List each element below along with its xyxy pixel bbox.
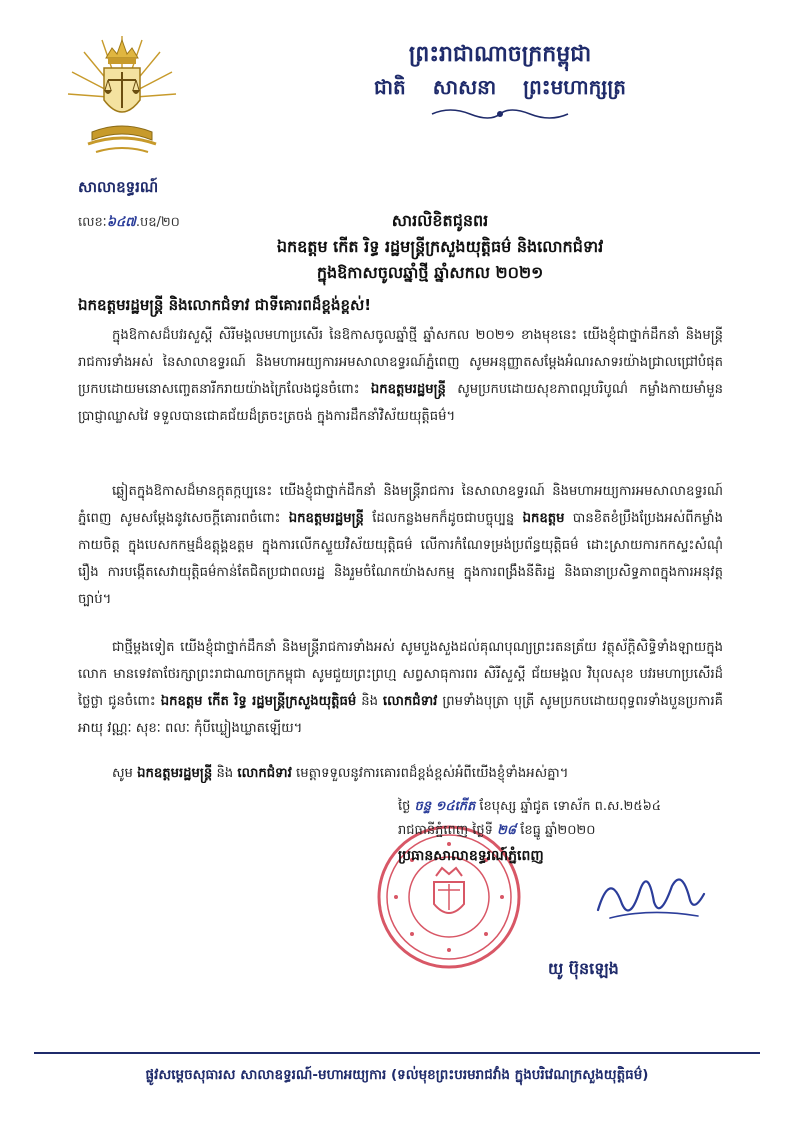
p2-bold-recipient: ឯកឧត្តមរដ្ឋមន្ត្រី	[288, 511, 364, 526]
p4-text-a: សូម	[112, 766, 133, 781]
p3-text-c: និង	[361, 694, 378, 709]
reference-number	[78, 214, 180, 233]
lunar-date-suffix: ខែបុស្ស ឆ្នាំជូត ទោស័ក ព.ស.២៥៦៤	[479, 799, 662, 814]
p1-text-a: ក្នុងឱកាសដ៏បវរសួស្តី សិរីមង្គលមហាប្រសើរ នៃឱកាសចូលឆ្នាំថ្មី ឆ្នាំសកល ២០២១ ខាងមុខនេះ យើងខ្ញុំជាថ្នាក់ដឹកនាំ និងមន្ត្រីរាជការទាំងអស់ នៃសាលាឧទ្ធរណ៍ និងមហាអយ្យការអមសាលាឧទ្ធរណ៍ភ្នំពេញ សូមអនុញ្ញាតសម្តែងអំណរសាទរយ៉ាងជ្រាលជ្រៅបំផុត ប្រកបដោយមនោសញ្ចេតនារីករាយយ៉ាងក្រៃលែងជូនចំពោះ	[78, 328, 723, 397]
letter-occasion: ក្នុងឱកាសចូលឆ្នាំថ្មី ឆ្នាំសកល ២០២១	[316, 263, 544, 282]
solar-date	[398, 822, 728, 841]
p4-text-c: និង	[216, 766, 234, 781]
body-paragraph-3	[78, 634, 723, 742]
closing-paragraph	[78, 760, 723, 787]
motto-nation: ជាតិ	[373, 75, 406, 99]
ref-number-handwritten: ៦៤៧	[106, 215, 136, 230]
p4-bold-recipient: ឯកឧត្តមរដ្ឋមន្ត្រី	[137, 766, 213, 781]
lunar-date	[398, 798, 728, 817]
divider-flourish-icon	[430, 104, 570, 124]
signer-name: យូ ប៊ុនឡេង	[548, 959, 619, 978]
handwritten-signature-icon	[590, 860, 710, 930]
p4-text-e: មេត្តាទទួលនូវការគោរពដ៏ខ្ពង់ខ្ពស់អំពីយើងខ្ញុំទាំងអស់គ្នា។	[296, 766, 569, 781]
royal-emblem-icon	[62, 28, 182, 168]
body-paragraph-2	[78, 478, 723, 613]
solar-date-prefix: រាជធានីភ្នំពេញ ថ្ងៃទី	[398, 823, 493, 838]
ref-label: លេខៈ	[78, 215, 107, 230]
p2-text-c: ដែលកន្លងមកក៏ដូចជាបច្ចុប្បន្ន	[372, 511, 515, 526]
p4-bold-lady: លោកជំទាវ	[237, 766, 292, 781]
p3-bold-minister: ឯកឧត្តម កើត រិទ្ធ រដ្ឋមន្ត្រីក្រសួងយុត្តិធម៌	[160, 694, 357, 709]
letter-subtitle: ឯកឧត្តម កើត រិទ្ធ រដ្ឋមន្ត្រីក្រសួងយុត្តិធម៌ និងលោកជំទាវ	[276, 237, 604, 256]
footer-divider	[34, 1052, 760, 1054]
salutation: ឯកឧត្តមរដ្ឋមន្ត្រី និងលោកជំទាវ ជាទីគោរពដ៏ខ្ពង់ខ្ពស់!	[78, 296, 372, 314]
p2-text-a: ឆ្លៀតក្នុងឱកាសដ៏មានក្តុតក្កប្បនេះ យើងខ្ញុំជាថ្នាក់ដឹកនាំ និងមន្ត្រីរាជការ នៃសាលាឧទ្ធរណ៍ និងមហាអយ្យការអមសាលាឧទ្ធរណ៍ភ្នំពេញ សូមសម្តែងនូវសេចក្តីគោរពចំពោះ	[78, 484, 723, 526]
solar-date-suffix: ខែធ្នូ ឆ្នាំ២០២០	[520, 823, 596, 838]
p2-bold-excellency: ឯកឧត្តម	[522, 511, 565, 526]
ref-suffix: .បឧ/២០	[135, 215, 180, 230]
signer-title: ប្រធានសាលាឧទ្ធរណ៍ភ្នំពេញ	[398, 848, 544, 864]
p3-bold-lady: លោកជំទាវ	[382, 694, 438, 709]
kingdom-heading: ព្រះរាជាណាចក្រកម្ពុជា	[408, 42, 592, 67]
p1-bold-recipient: ឯកឧត្តមរដ្ឋមន្ត្រី	[370, 382, 446, 397]
p1-text-c: សូមប្រកបដោយសុខភាពល្អបរិបូណ៌ កម្លាំងកាយមាំមួន ប្រាជ្ញាឈ្លាសវៃ ទទួលបានជោគជ័យដ៏ត្រចះត្រចង់ ក្នុងការដឹកនាំវិស័យយុត្តិធម៌។	[78, 382, 723, 424]
motto-religion: សាសនា	[432, 75, 497, 99]
motto-king: ព្រះមហាក្សត្រ	[523, 75, 626, 99]
letter-title: សារលិខិតជូនពរ	[391, 211, 489, 230]
body-paragraph-1	[78, 322, 723, 430]
p3-text-e: ព្រមទាំងបុត្រា បុត្រី សូមប្រកបដោយពុទ្ធពរទាំងបួនប្រការគឺ អាយុ វណ្ណៈ សុខៈ ពលៈ កុំបីឃ្លៀងឃ្លាតឡើយ។	[78, 694, 723, 736]
lunar-day-handwritten: ចន្ទ ១៤កើត	[414, 799, 476, 814]
national-motto	[300, 74, 700, 104]
ministry-name: សាលាឧទ្ធរណ៍	[78, 178, 159, 196]
p3-text-a: ជាថ្មីម្តងទៀត យើងខ្ញុំជាថ្នាក់ដឹកនាំ និងមន្ត្រីរាជការទាំងអស់ សូមបួងសួងដល់គុណបុណ្យព្រះរតនត្រ័យ វត្ថុស័ក្តិសិទ្ធិទាំងឡាយក្នុងលោក មានទេវតាថែរក្សាព្រះរាជាណាចក្រកម្ពុជា សូមជួយព្រះព្រហ្ម សព្វសាធុការពរ សិរីសួស្តី ជ័យមង្គល វិបុលសុខ បវរមហាប្រសើរដ៏ថ្លៃថ្លា ជូនចំពោះ	[78, 640, 723, 709]
footer-address: ផ្លូវសម្តេចសុធារស សាលាឧទ្ធរណ៍-មហាអយ្យការ (ទល់មុខព្រះបរមរាជវាំង ក្នុងបរិវេណក្រសួងយុត្តិធម៌)	[145, 1067, 649, 1083]
p2-text-e: បានខិតខំប្រឹងប្រែងអស់ពីកម្លាំងកាយចិត្ត ក្នុងបេសកកម្មដ៏ឧត្តុង្គឧត្តម ក្នុងការលើកស្ទួយវិស័យយុត្តិធម៌ លើការកំណែទម្រង់ប្រព័ន្ធយុត្តិធម៌ ដោះស្រាយការកកស្ទះសំណុំរឿង ការបង្កើតសេវាយុត្តិធម៌កាន់តែជិតប្រជាពលរដ្ឋ និងរួមចំណែកយ៉ាងសកម្ម ក្នុងការពង្រឹងនីតិរដ្ឋ និងធានាប្រសិទ្ធភាពក្នុងការអនុវត្តច្បាប់។	[78, 511, 723, 607]
solar-day-handwritten: ២៨	[497, 823, 517, 838]
lunar-date-prefix: ថ្ងៃ	[398, 799, 411, 814]
